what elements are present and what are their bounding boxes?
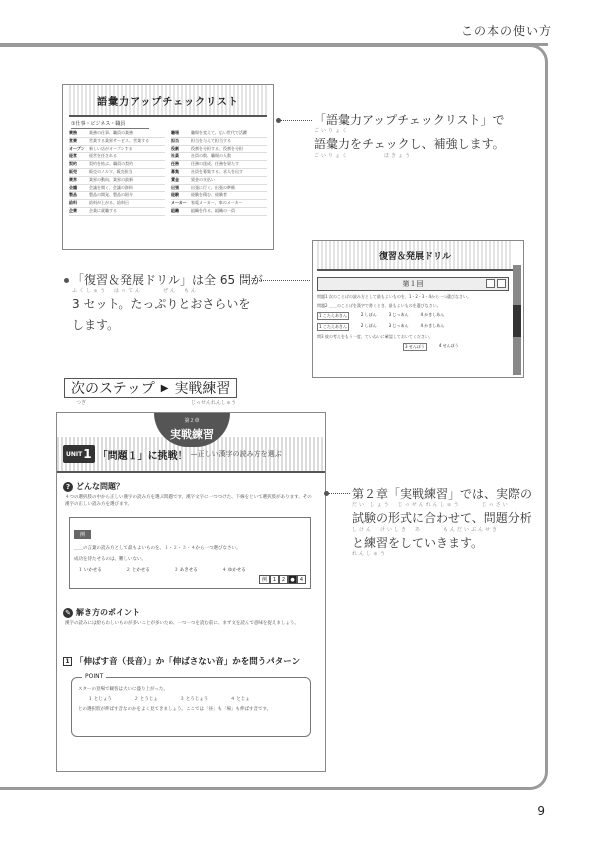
vocab-word: 役割	[171, 145, 179, 151]
drill-option: 4 かきしあん	[420, 323, 445, 328]
next-step-label: 次のステップ	[71, 381, 155, 397]
vocab-word: 組織	[171, 207, 179, 213]
practice-preview	[56, 412, 326, 772]
drill-callout	[72, 270, 263, 335]
vocab-callout-line-1: 「語彙力アップチェックリスト」で	[314, 113, 505, 127]
answer-cell: 4	[297, 575, 306, 584]
drill-options-row-2	[317, 323, 509, 331]
unit-number: 1	[83, 447, 92, 461]
vocab-meaning: 家電メーカー、車のメーカー	[191, 200, 243, 206]
unit-tag	[63, 445, 95, 463]
vocab-word: オープン	[69, 145, 85, 151]
vocab-meaning: 職場を変えて、広い世代で活躍	[191, 130, 247, 135]
vocab-entry	[69, 161, 165, 169]
what-text: ４つの選択肢の中から正しい漢字の読み方を選ぶ問題です。漢字文字に一つつけた、下線をといて選択肢があります。その漢字の正しい読み方を選びます。	[65, 495, 312, 507]
vocab-entry	[171, 200, 267, 208]
vocab-entry	[171, 169, 267, 177]
vocab-meaning: 経営を任される	[89, 153, 117, 159]
vocab-word: 販売	[69, 168, 77, 174]
point-option: ３ とうじょう	[179, 697, 209, 702]
vocab-meaning: 新しい店がオープンする	[89, 145, 133, 151]
unit-subtitle: —正しい漢字の読み方を選ぶ	[190, 450, 282, 458]
answer-cells	[259, 575, 306, 584]
vocab-entry	[69, 169, 165, 177]
vocab-entry	[171, 177, 267, 185]
connector-dot	[64, 278, 69, 283]
drill-option: 2 しぼん	[360, 312, 377, 317]
vocab-word: 給料	[69, 200, 77, 206]
drill-side-tab-active	[513, 305, 521, 337]
drill-option: 1 こたえあきん	[319, 324, 347, 329]
next-step-target: 実戦練習	[174, 381, 231, 397]
drill-q3-options	[403, 343, 509, 351]
chapter-badge	[154, 413, 230, 447]
unit-title: 「問題１」に挑戦！	[97, 450, 188, 462]
drill-option: 1 こたえあきん	[319, 313, 347, 318]
chapter-name: 実戦練習	[170, 428, 214, 441]
vocab-meaning: 業務の仕事、職員の業務	[89, 130, 133, 135]
example-sentence: 成功を待たせるのは、難しいない。	[74, 557, 146, 562]
vocab-entry	[171, 130, 267, 138]
tips-text: 漢字の読みには紛らわしいものが多いことが多いため、一つ一つを読む前に、まず文を読んで意味を捉えましょう。	[65, 621, 299, 626]
practice-callout-line-1: 第２章「実戦練習」では、実際の	[352, 487, 533, 501]
next-step-ruby	[76, 399, 236, 406]
section-title: この本の使い方	[460, 24, 552, 38]
drill-round-label: 第１回	[402, 280, 424, 288]
example-label: 例	[74, 530, 91, 539]
drill-question-1: 問題1 次のことばの読み方として最もよいものを、1・2・3・4から一つ選びなさい。	[317, 294, 471, 299]
point-question: スターの登場で観客は大いに盛り上がった。	[78, 687, 168, 692]
unit-label: UNIT	[66, 450, 83, 458]
practice-callout-line-3: と練習をしていきます。	[352, 535, 484, 550]
point-label: POINT	[82, 673, 106, 680]
point-option: １ とじょう	[88, 697, 112, 702]
answer-cell-selected: ●	[288, 575, 297, 584]
answer-cell: 例	[259, 575, 270, 584]
vocab-entry	[171, 192, 267, 200]
what-heading-text: どんな問題？	[76, 482, 124, 491]
ruby-text: じっせんれんしゅう	[190, 400, 236, 406]
vocab-word: 社員	[171, 153, 179, 159]
vocab-meaning: 組織を作る、組織の一員	[191, 207, 235, 213]
arrow-right-icon: ▶	[160, 382, 169, 394]
drill-preview	[312, 240, 524, 378]
vocab-entry	[69, 200, 165, 208]
ruby-text: ごいりょく ほきょう	[314, 152, 413, 159]
drill-callout-line-3: します。	[72, 317, 120, 332]
example-option: ３ あきせる	[173, 568, 198, 573]
vocab-checklist-preview	[62, 84, 274, 250]
vocab-callout	[314, 110, 505, 159]
vocab-word: 経営	[69, 153, 77, 159]
vocab-entry	[69, 192, 165, 200]
vocab-word: メーカー	[171, 200, 187, 206]
score-boxes	[486, 279, 506, 288]
vocab-entry	[171, 138, 267, 146]
answer-cell: 1	[270, 575, 279, 584]
ruby-text: ごいりょく	[314, 128, 350, 135]
vocab-meaning: 任務の達成、任務を果たす	[191, 161, 239, 167]
drill-option: 4 かきしあん	[420, 312, 445, 317]
point-options	[88, 696, 304, 702]
pattern-number: 1	[63, 657, 72, 666]
example-options	[78, 567, 306, 573]
answer-cell: 2	[279, 575, 288, 584]
vocab-meaning: 販売のノルマ、販売担当	[89, 168, 133, 174]
vocab-word: 契約	[69, 161, 77, 167]
vocab-meaning: 給料が上がる、給料日	[89, 200, 129, 206]
vocab-word: 経験	[171, 192, 179, 198]
vocab-meaning: 営業する業界サービス、営業する	[89, 137, 150, 143]
ruby-text: れんしゅう	[352, 551, 388, 558]
vocab-entry	[69, 208, 165, 216]
vocab-meaning: 賃金の支払い	[191, 176, 215, 182]
ruby-text: つぎ	[76, 400, 87, 406]
drill-option: 3 せんぽう	[405, 344, 425, 349]
tips-heading	[63, 607, 140, 618]
practice-callout	[352, 484, 532, 557]
drill-title: 復習＆発展ドリル	[317, 241, 513, 271]
chapter-number: 第２章	[184, 418, 200, 424]
vocab-meaning: 社員を募集する、求人を出す	[191, 168, 243, 174]
vocab-meaning: 企業に就職する	[89, 207, 117, 213]
vocab-word: 募集	[171, 168, 179, 174]
drill-callout-line-2: 3 セット。たっぷりとおさらいを	[72, 297, 251, 312]
drill-option: 3 じっあん	[388, 323, 409, 328]
ruby-text: ふくしゅう はってん ぜん もん	[72, 288, 199, 295]
question-icon: ?	[63, 482, 73, 492]
example-option: ２ とかせる	[125, 568, 150, 573]
vocab-word: 業務	[69, 130, 77, 135]
vocab-meaning: 契約を結ぶ、職員の契約	[89, 161, 134, 167]
pattern-title: 「伸ばす音（長音）」か「伸ばさない音」かを問うパターン	[75, 657, 301, 667]
vocab-entry	[69, 138, 165, 146]
point-option: ２ とうじょ	[133, 697, 158, 702]
example-option: ４ ゆかせる	[221, 568, 246, 573]
vocab-meaning: 会議を開く、会議の資料	[89, 184, 133, 190]
example-box	[69, 517, 311, 589]
vocab-callout-line-2: 語彙力をチェックし、補強します。	[314, 137, 505, 152]
vocab-word: 製品	[69, 192, 77, 198]
example-option: １ いかせる	[78, 568, 102, 573]
vocab-entry	[171, 161, 267, 169]
point-box	[71, 673, 311, 737]
vocab-meaning: 経験を積む、経験者	[191, 192, 227, 198]
drill-callout-line-1: 「復習＆発展ドリル」は全 65 問が	[72, 273, 263, 287]
vocab-entry	[171, 208, 267, 216]
pattern-heading	[63, 655, 300, 667]
next-step-heading	[64, 378, 237, 398]
drill-question-2: 問題2 ＿＿のことばを漢字で書くとき、最もよいものを選びなさい。	[317, 303, 441, 308]
connector-line	[280, 120, 312, 121]
vocab-meaning: 担当を与えて担当する	[191, 137, 231, 143]
vocab-word: 企業	[69, 207, 77, 213]
practice-callout-line-2: 試験の形式に合わせて、問題分析	[352, 511, 532, 526]
example-instruction: ＿＿の言葉の読み方として最もよいものを、１・２・３・４から一つ選びなさい。	[74, 546, 241, 551]
vocab-entry-grid	[69, 130, 267, 216]
vocab-entry	[69, 177, 165, 185]
vocab-entry	[69, 130, 165, 138]
point-note: との選択肢が伸ばす音なのかをよく見てきましょう。ここでは「昼」も「場」も伸ばす音です。	[78, 707, 272, 712]
ruby-text: しけん けいしき あ もんだいぶんせき	[352, 526, 500, 533]
vocab-meaning: 社員の数、職場の人数	[191, 153, 231, 159]
vocab-meaning: 製品の開発、製品の紹介	[89, 192, 133, 198]
drill-option: 2 しぼん	[360, 323, 377, 328]
drill-option: 3 じっあん	[388, 312, 409, 317]
vocab-meaning: 役割を分担する、役割を分担	[191, 145, 243, 151]
what-heading	[63, 481, 124, 492]
pencil-icon: ✎	[63, 608, 73, 618]
drill-options	[317, 312, 509, 320]
point-option: ４ とじょ	[230, 697, 250, 702]
vocab-category: ①仕事・ビジネス・職員	[71, 120, 149, 129]
tips-heading-text: 解き方のポイント	[76, 608, 140, 617]
vocab-word: 職場	[171, 130, 179, 135]
drill-option: 4 せんぽう	[438, 343, 459, 348]
vocab-word: 会議	[69, 184, 77, 190]
vocab-word: 担当	[171, 137, 179, 143]
ruby-text: だい しょう じっせんれんしゅう じっさい	[352, 502, 510, 509]
drill-question-3: 問3 彼の考えをもう一度、ていねいに確認しておいてください。	[317, 334, 433, 339]
vocab-word: 任務	[171, 161, 179, 167]
vocab-entry	[69, 146, 165, 154]
vocab-meaning: 業界の動向、業界の最新	[89, 176, 133, 182]
drill-round-header	[317, 277, 509, 291]
vocab-checklist-title: 語彙力アップチェックリスト	[69, 85, 267, 117]
vocab-word: 賃金	[171, 176, 179, 182]
vocab-word: 出張	[171, 184, 179, 190]
vocab-word: 営業	[69, 137, 77, 143]
vocab-word: 業界	[69, 176, 77, 182]
page-number: 9	[537, 804, 545, 818]
connector-line	[328, 493, 350, 494]
vocab-meaning: 出張に行く、出張の準備	[191, 184, 235, 190]
